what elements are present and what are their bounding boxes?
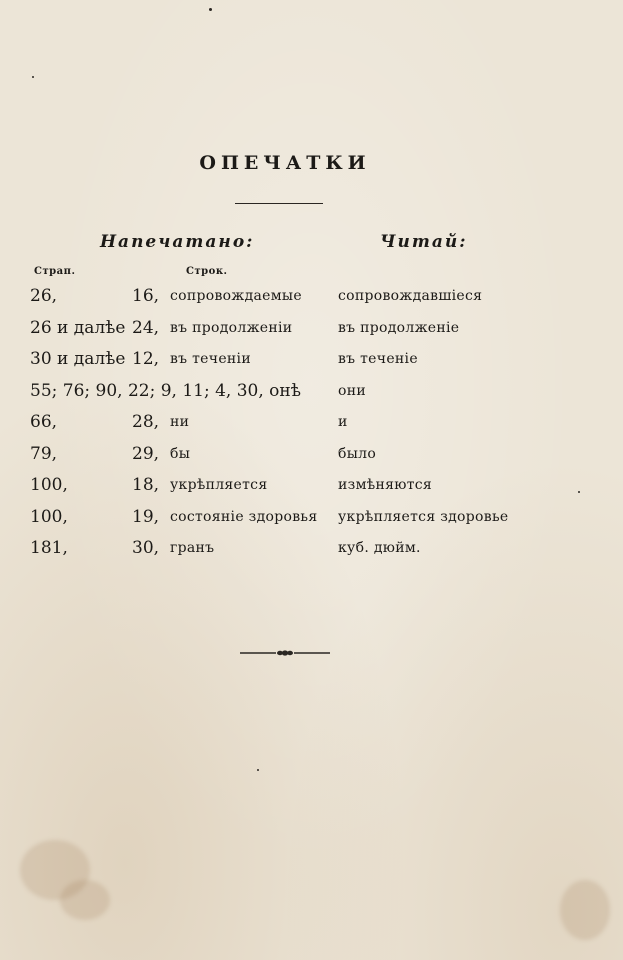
correct-text: и	[338, 414, 348, 430]
page-title: ОПЕЧАТКИ	[199, 152, 371, 174]
ornament-divider	[240, 646, 330, 660]
line-column-header: Строк.	[186, 266, 228, 277]
correct-text: укрѣпляется здоровье	[338, 508, 509, 525]
line-ref: 28,	[132, 412, 160, 432]
page-ref: 100,	[30, 506, 68, 527]
line-ref: 30,	[132, 538, 160, 558]
table-row	[0, 474, 623, 506]
errata-table	[0, 285, 623, 569]
line-ref: 12,	[132, 349, 160, 369]
page-ref: 181,	[30, 538, 68, 558]
page-column-header: Страп.	[34, 266, 76, 277]
speck	[257, 769, 259, 771]
correct-text: сопровождавшіеся	[338, 288, 483, 304]
page-ref: 100,	[30, 475, 68, 495]
read-header: Читай:	[380, 232, 468, 252]
page-ref: 55; 76; 90, 22; 9, 11; 4, 30, онѣ	[30, 380, 301, 401]
page-ref: 66,	[30, 412, 58, 432]
line-ref: 29,	[132, 443, 160, 464]
printed-text: гранъ	[170, 540, 215, 556]
correct-text: они	[338, 382, 366, 399]
stain	[60, 880, 110, 920]
table-row	[0, 537, 623, 569]
correct-text: измѣняются	[338, 477, 433, 493]
speck	[209, 8, 212, 11]
line-ref: 16,	[132, 286, 160, 306]
correct-text: въ теченіе	[338, 351, 418, 367]
printed-text: бы	[170, 445, 191, 462]
correct-text: было	[338, 445, 377, 462]
stain	[560, 880, 610, 940]
printed-text: состояніе здоровья	[170, 508, 318, 525]
page-ref: 26,	[30, 286, 58, 306]
printed-text: ни	[170, 414, 190, 430]
line-ref: 19,	[132, 506, 160, 527]
speck	[32, 76, 34, 78]
table-row	[0, 506, 623, 538]
page-ref: 26 и далѣе	[30, 317, 126, 338]
printed-header: Напечатано:	[100, 232, 255, 252]
printed-text: укрѣпляется	[170, 477, 268, 493]
table-row	[0, 285, 623, 317]
line-ref: 18,	[132, 475, 160, 495]
table-row	[0, 317, 623, 349]
page-ref: 79,	[30, 443, 58, 464]
line-ref: 24,	[132, 317, 160, 338]
printed-text: въ продолженіи	[170, 319, 293, 336]
table-row	[0, 380, 623, 412]
table-row	[0, 443, 623, 475]
correct-text: куб. дюйм.	[338, 540, 421, 556]
printed-text: въ теченіи	[170, 351, 251, 367]
printed-text: сопровождаемые	[170, 288, 302, 304]
table-row	[0, 411, 623, 443]
table-row	[0, 348, 623, 380]
page-ref: 30 и далѣе	[30, 349, 126, 369]
title-rule	[235, 203, 323, 204]
correct-text: въ продолженіе	[338, 319, 460, 336]
